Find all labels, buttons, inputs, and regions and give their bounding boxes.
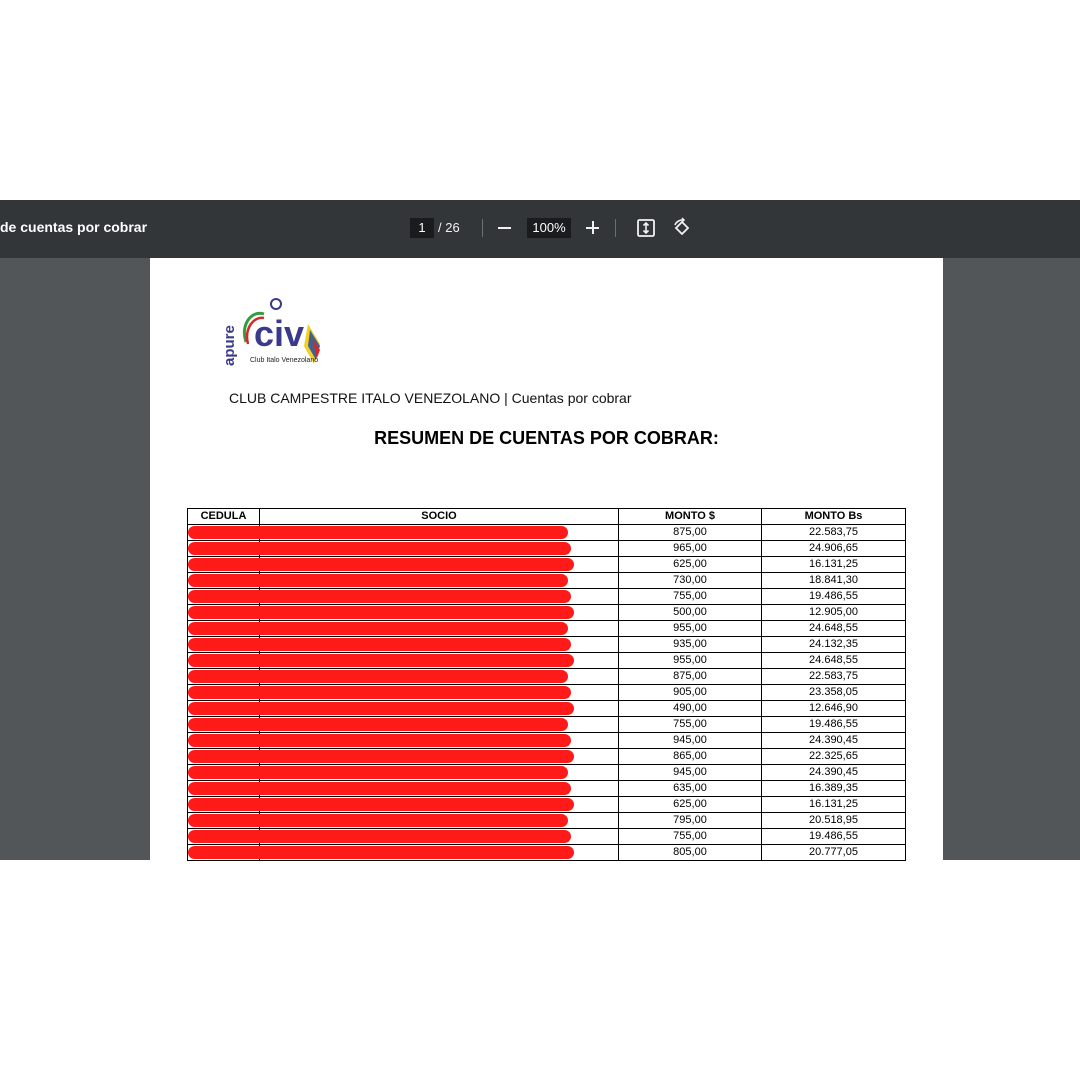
monto-bs-cell: 12.646,90	[762, 701, 906, 717]
cedula-cell-redacted	[188, 845, 260, 861]
monto-bs-cell: 16.131,25	[762, 557, 906, 573]
cedula-cell-redacted	[188, 717, 260, 733]
table-row	[188, 669, 906, 685]
header-monto-bs: MONTO Bs	[762, 509, 906, 525]
monto-usd-cell: 965,00	[619, 541, 762, 557]
socio-cell-redacted	[260, 701, 619, 717]
table-row	[188, 685, 906, 701]
cedula-cell-redacted	[188, 685, 260, 701]
table-body	[188, 525, 906, 861]
cedula-cell-redacted	[188, 557, 260, 573]
socio-cell-redacted	[260, 669, 619, 685]
document-title: de cuentas por cobrar	[0, 219, 148, 235]
page-total: / 26	[438, 220, 460, 235]
monto-usd-cell: 625,00	[619, 557, 762, 573]
socio-cell-redacted	[260, 717, 619, 733]
socio-cell-redacted	[260, 589, 619, 605]
monto-bs-cell: 16.131,25	[762, 797, 906, 813]
header-socio: SOCIO	[260, 509, 619, 525]
table-row	[188, 797, 906, 813]
socio-cell-redacted	[260, 525, 619, 541]
monto-bs-cell: 24.906,65	[762, 541, 906, 557]
table-row	[188, 573, 906, 589]
zoom-level-input[interactable]: 100%	[527, 218, 571, 238]
table-row	[188, 637, 906, 653]
cedula-cell-redacted	[188, 589, 260, 605]
monto-bs-cell: 19.486,55	[762, 717, 906, 733]
table-row	[188, 525, 906, 541]
socio-cell-redacted	[260, 541, 619, 557]
socio-cell-redacted	[260, 813, 619, 829]
table-row	[188, 605, 906, 621]
monto-bs-cell: 18.841,30	[762, 573, 906, 589]
cedula-cell-redacted	[188, 573, 260, 589]
monto-usd-cell: 755,00	[619, 589, 762, 605]
table-header-row	[188, 509, 906, 525]
monto-bs-cell: 22.325,65	[762, 749, 906, 765]
monto-usd-cell: 625,00	[619, 797, 762, 813]
socio-cell-redacted	[260, 637, 619, 653]
table-row	[188, 781, 906, 797]
svg-text:Club Italo Venezolano: Club Italo Venezolano	[250, 357, 319, 364]
table-row	[188, 813, 906, 829]
socio-cell-redacted	[260, 797, 619, 813]
zoom-in-icon[interactable]	[584, 217, 602, 237]
table-row	[188, 701, 906, 717]
header-monto-usd: MONTO $	[619, 509, 762, 525]
table-row	[188, 829, 906, 845]
toolbar-divider	[482, 219, 483, 237]
svg-text:apure: apure	[221, 325, 238, 366]
cedula-cell-redacted	[188, 669, 260, 685]
cedula-cell-redacted	[188, 797, 260, 813]
socio-cell-redacted	[260, 765, 619, 781]
socio-cell-redacted	[260, 621, 619, 637]
monto-bs-cell: 12.905,00	[762, 605, 906, 621]
report-title: RESUMEN DE CUENTAS POR COBRAR:	[374, 428, 719, 448]
monto-usd-cell: 795,00	[619, 813, 762, 829]
monto-usd-cell: 875,00	[619, 525, 762, 541]
monto-bs-cell: 19.486,55	[762, 829, 906, 845]
header-cedula: CEDULA	[188, 509, 260, 525]
monto-bs-cell: 16.389,35	[762, 781, 906, 797]
monto-usd-cell: 945,00	[619, 765, 762, 781]
cedula-cell-redacted	[188, 637, 260, 653]
monto-usd-cell: 490,00	[619, 701, 762, 717]
pdf-page	[150, 258, 943, 898]
monto-usd-cell: 955,00	[619, 621, 762, 637]
monto-usd-cell: 805,00	[619, 845, 762, 861]
club-name-line: CLUB CAMPESTRE ITALO VENEZOLANO | Cuentas por cobrar	[229, 390, 632, 406]
cedula-cell-redacted	[188, 525, 260, 541]
monto-bs-cell: 24.648,55	[762, 621, 906, 637]
monto-bs-cell: 24.390,45	[762, 733, 906, 749]
pdf-viewer	[0, 200, 1080, 860]
cedula-cell-redacted	[188, 541, 260, 557]
cedula-cell-redacted	[188, 653, 260, 669]
monto-bs-cell: 22.583,75	[762, 669, 906, 685]
monto-usd-cell: 935,00	[619, 637, 762, 653]
pdf-toolbar	[0, 200, 1080, 258]
table-row	[188, 733, 906, 749]
table-row	[188, 717, 906, 733]
cedula-cell-redacted	[188, 621, 260, 637]
cedula-cell-redacted	[188, 701, 260, 717]
monto-bs-cell: 23.358,05	[762, 685, 906, 701]
monto-bs-cell: 24.390,45	[762, 765, 906, 781]
monto-bs-cell: 24.132,35	[762, 637, 906, 653]
socio-cell-redacted	[260, 573, 619, 589]
page-number-input[interactable]: 1	[410, 218, 434, 238]
table-row	[188, 557, 906, 573]
cedula-cell-redacted	[188, 605, 260, 621]
fit-page-icon[interactable]	[635, 217, 657, 239]
monto-bs-cell: 24.648,55	[762, 653, 906, 669]
accounts-table	[187, 508, 906, 861]
toolbar-divider	[615, 219, 616, 237]
table-row	[188, 749, 906, 765]
monto-usd-cell: 635,00	[619, 781, 762, 797]
table-row	[188, 845, 906, 861]
socio-cell-redacted	[260, 781, 619, 797]
club-logo	[221, 294, 324, 370]
monto-bs-cell: 20.777,05	[762, 845, 906, 861]
monto-usd-cell: 945,00	[619, 733, 762, 749]
monto-usd-cell: 500,00	[619, 605, 762, 621]
cedula-cell-redacted	[188, 781, 260, 797]
monto-usd-cell: 865,00	[619, 749, 762, 765]
monto-bs-cell: 19.486,55	[762, 589, 906, 605]
monto-usd-cell: 755,00	[619, 717, 762, 733]
svg-text:civ: civ	[254, 313, 305, 354]
table-row	[188, 653, 906, 669]
socio-cell-redacted	[260, 653, 619, 669]
socio-cell-redacted	[260, 845, 619, 861]
cedula-cell-redacted	[188, 749, 260, 765]
cedula-cell-redacted	[188, 733, 260, 749]
socio-cell-redacted	[260, 829, 619, 845]
cedula-cell-redacted	[188, 765, 260, 781]
socio-cell-redacted	[260, 685, 619, 701]
socio-cell-redacted	[260, 557, 619, 573]
monto-usd-cell: 755,00	[619, 829, 762, 845]
monto-usd-cell: 730,00	[619, 573, 762, 589]
table-row	[188, 541, 906, 557]
cedula-cell-redacted	[188, 829, 260, 845]
cedula-cell-redacted	[188, 813, 260, 829]
rotate-icon[interactable]	[671, 217, 693, 239]
monto-usd-cell: 955,00	[619, 653, 762, 669]
monto-usd-cell: 905,00	[619, 685, 762, 701]
socio-cell-redacted	[260, 605, 619, 621]
monto-bs-cell: 22.583,75	[762, 525, 906, 541]
monto-bs-cell: 20.518,95	[762, 813, 906, 829]
table-row	[188, 621, 906, 637]
monto-usd-cell: 875,00	[619, 669, 762, 685]
table-row	[188, 589, 906, 605]
table-row	[188, 765, 906, 781]
socio-cell-redacted	[260, 749, 619, 765]
socio-cell-redacted	[260, 733, 619, 749]
zoom-out-icon[interactable]	[496, 217, 514, 237]
